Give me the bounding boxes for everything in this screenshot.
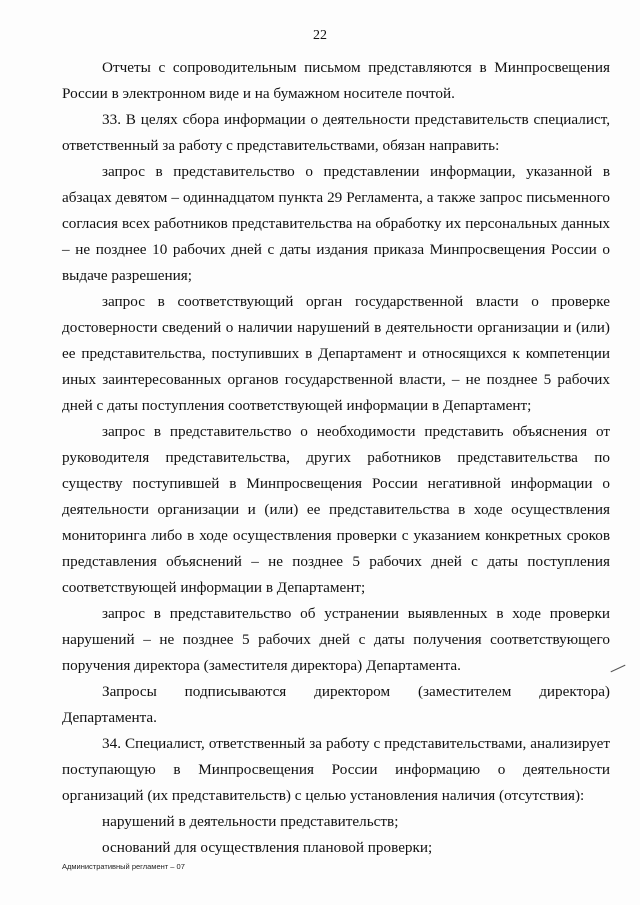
paragraph-request-information: запрос в представительство о представлении информации, указанной в абзацах девятом – одиннадцатом пункта 29 Регламента, а также запрос письменного согласия всех работников представительства на обработку их персональных данных – не позднее 10 рабочих дней с даты издания приказа Минпросвещения России о выдаче разрешения; [62, 163, 610, 284]
document-body [62, 55, 610, 861]
paragraph-request-elimination: запрос в представительство об устранении выявленных в ходе проверки нарушений – не позднее 5 рабочих дней с даты получения соответствующего поручения директора (заместителя директора) Департамента. [62, 605, 610, 674]
paragraph-request-authority: запрос в соответствующий орган государственной власти о проверке достоверности сведений о наличии нарушений в деятельности организации и (или) ее представительства, поступивших в Департамент и относящихся к компетенции иных заинтересованных органов государственной власти, – не позднее 5 рабочих дней с даты поступления соответствующей информации в Департамент; [62, 293, 610, 414]
page-footer: Административный регламент – 07 [62, 862, 185, 871]
paragraph-item-33: 33. В целях сбора информации о деятельности представительств специалист, ответственный за работу с представительствами, обязан направить: [62, 111, 610, 154]
paragraph-item-34: 34. Специалист, ответственный за работу с представительствами, анализирует поступающую в Минпросвещения России информацию о деятельности организаций (их представительств) с целью установления наличия (отсутствия): [62, 735, 610, 804]
paragraph-reports-submission: Отчеты с сопроводительным письмом представляются в Минпросвещения России в электронном виде и на бумажном носителе почтой. [62, 59, 610, 102]
paragraph-signature: Запросы подписываются директором (заместителем директора) Департамента. [62, 683, 610, 726]
paragraph-request-explanations: запрос в представительство о необходимости представить объяснения от руководителя представительства, других работников представительства по существу поступившей в Минпросвещения России негативной информации о деятельности организации и (или) ее представительства в ходе осуществления мониторинга либо в ходе осуществления проверки с указанием конкретных сроков представления объяснений – не позднее 5 рабочих дней с даты поступления соответствующей информации в Департамент; [62, 423, 610, 596]
page-number: 22 [313, 28, 327, 43]
paragraph-violations: нарушений в деятельности представительств; [102, 813, 399, 830]
scan-mark [611, 665, 626, 673]
paragraph-grounds-inspection: оснований для осуществления плановой проверки; [102, 839, 433, 856]
